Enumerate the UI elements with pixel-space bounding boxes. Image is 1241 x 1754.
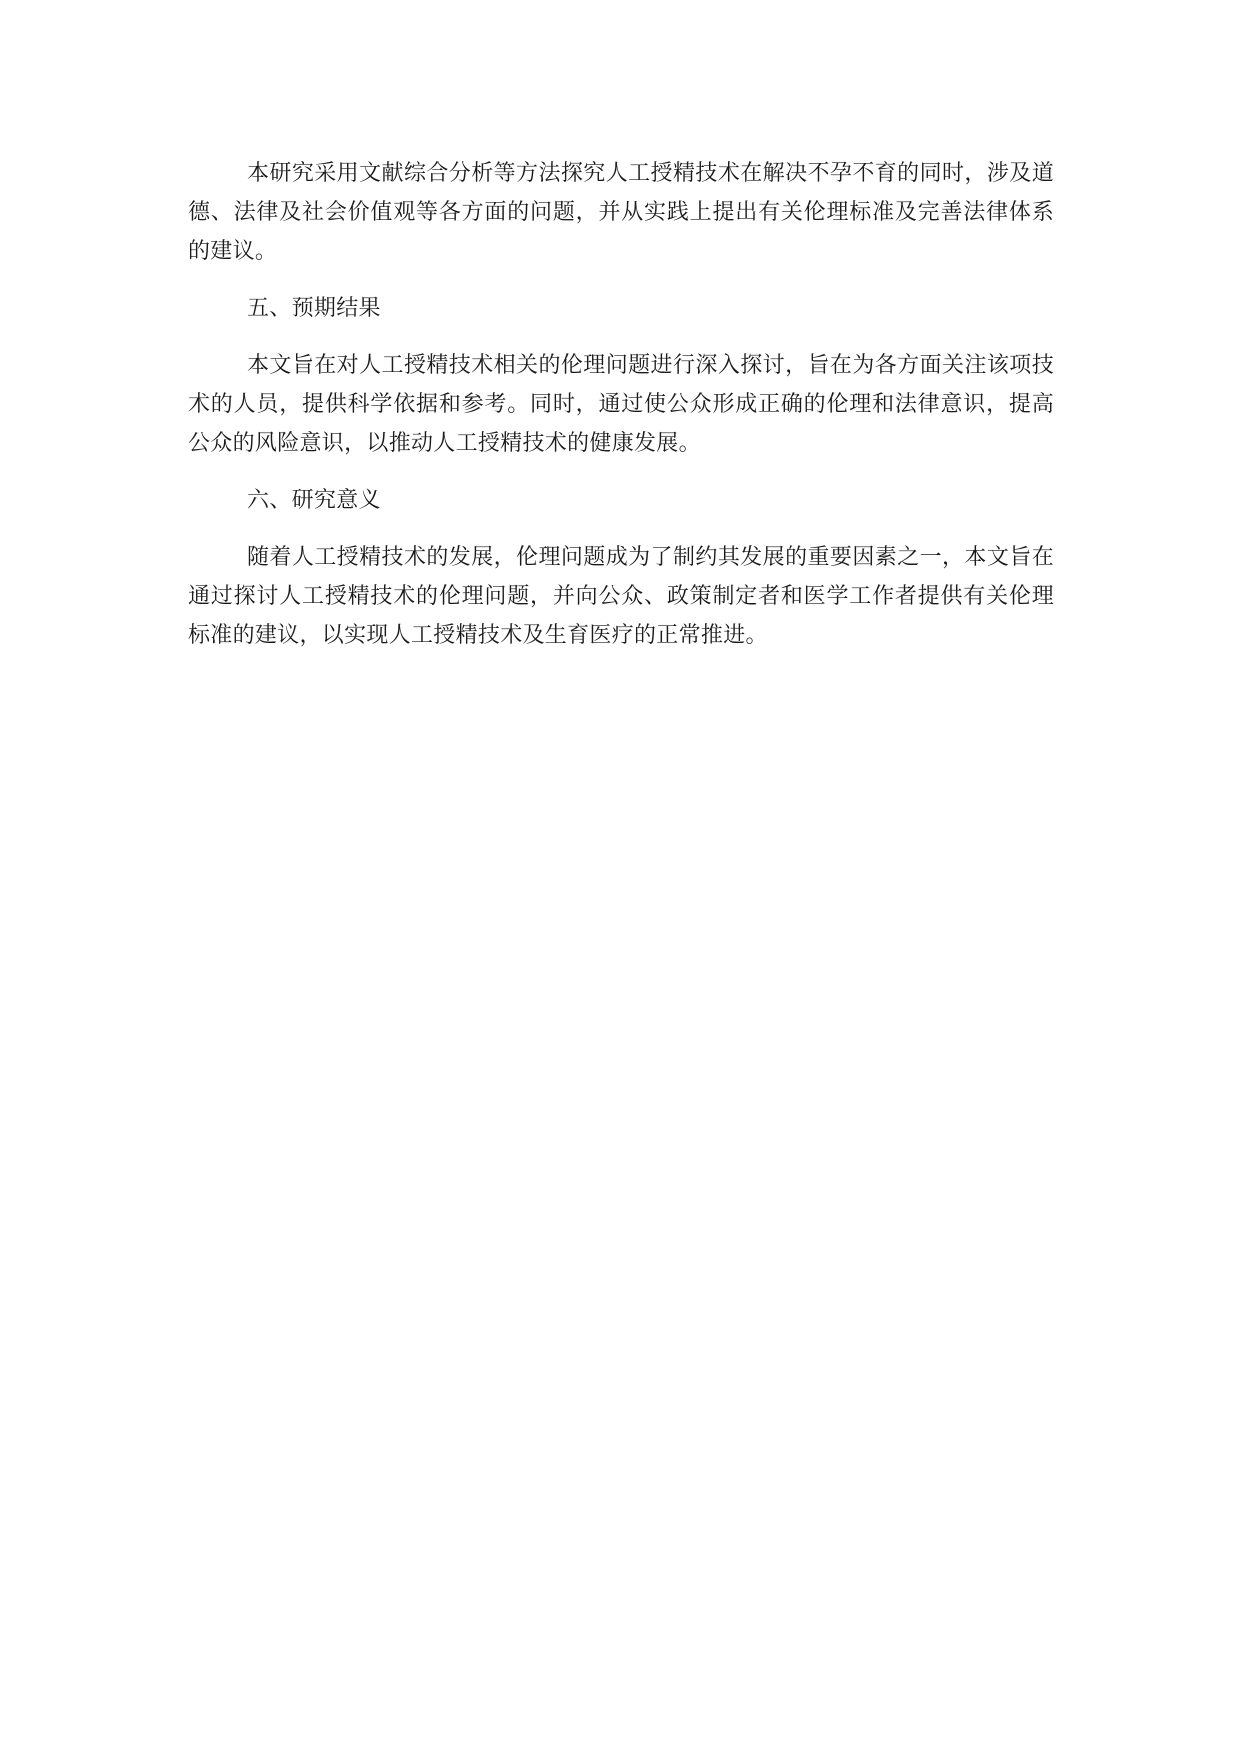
paragraph-expected-results: 本文旨在对人工授精技术相关的伦理问题进行深入探讨，旨在为各方面关注该项技术的人员，提供科学依据和参考。同时，通过使公众形成正确的伦理和法律意识，提高公众的风险意识，以推动人工授精技术的健康发展。 — [188, 353, 1054, 456]
section-heading-expected-results: 五、预期结果 — [247, 296, 381, 321]
section-heading-research-significance: 六、研究意义 — [247, 488, 381, 513]
paragraph-research-significance: 随着人工授精技术的发展，伦理问题成为了制约其发展的重要因素之一，本文旨在通过探讨人工授精技术的伦理问题，并向公众、政策制定者和医学工作者提供有关伦理标准的建议，以实现人工授精技术及生育医疗的正常推进。 — [188, 545, 1054, 648]
paragraph-research-methods: 本研究采用文献综合分析等方法探究人工授精技术在解决不孕不育的同时，涉及道德、法律及社会价值观等各方面的问题，并从实践上提出有关伦理标准及完善法律体系的建议。 — [188, 161, 1054, 264]
document-body — [188, 154, 1054, 673]
